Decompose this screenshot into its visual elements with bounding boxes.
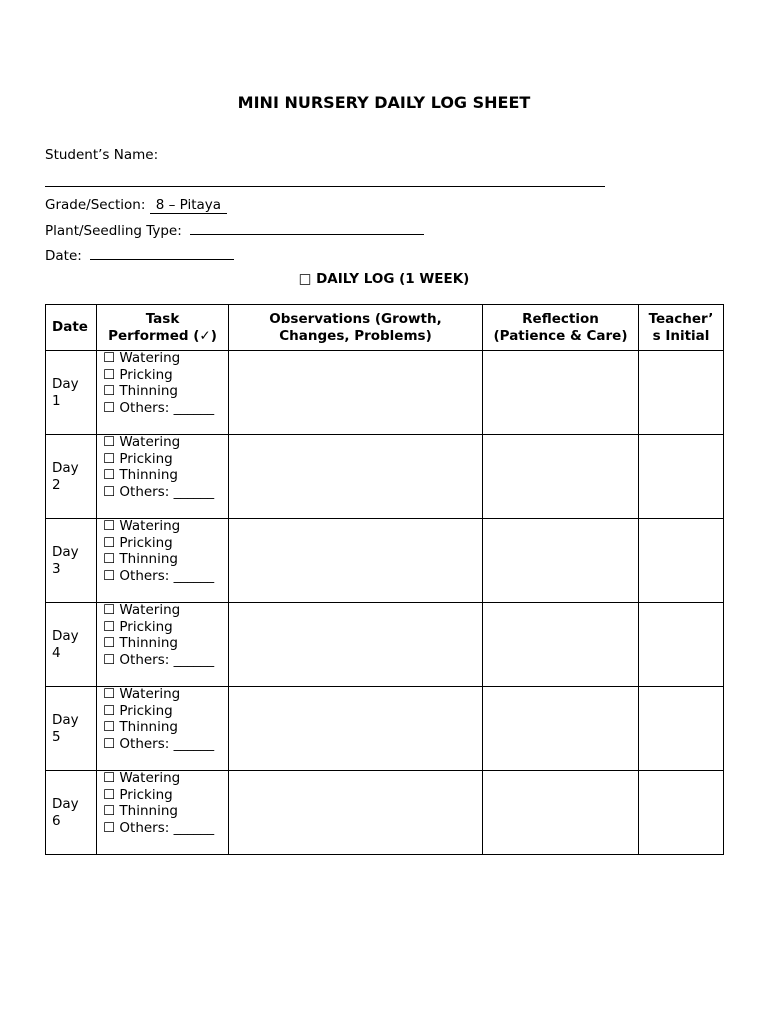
task-cell [97,351,229,435]
date-label: Date: [45,248,82,264]
plant-type-label: Plant/Seedling Type: [45,223,182,239]
task-option-label: Others: ______ [119,567,215,584]
checkbox-icon[interactable]: ☐ [103,350,116,366]
task-cell [97,687,229,771]
checkbox-icon[interactable]: ☐ [103,770,116,786]
date-field [45,245,234,265]
plant-type-blank[interactable] [190,220,424,235]
reflection-cell[interactable] [483,351,639,435]
task-option-label: Watering [119,434,181,450]
checkbox-icon[interactable]: ☐ [103,434,116,450]
teacher-initial-cell[interactable] [639,687,724,771]
table-row [46,687,724,771]
checkbox-icon[interactable]: ☐ [103,366,116,383]
task-option-label: Watering [119,686,181,702]
daily-log-heading: □ DAILY LOG (1 WEEK) [298,271,470,287]
teacher-initial-cell[interactable] [639,771,724,855]
checkbox-icon[interactable]: ☐ [103,483,116,500]
checkbox-icon[interactable]: ☐ [103,551,116,567]
task-checklist [103,770,222,836]
task-cell [97,771,229,855]
checkbox-icon[interactable]: ☐ [103,686,116,702]
day-cell [46,435,97,519]
checkbox-icon[interactable]: ☐ [103,399,116,416]
task-option[interactable] [103,652,222,669]
observations-cell[interactable] [229,687,483,771]
day-cell [46,771,97,855]
task-option-label: Pricking [119,450,173,467]
day-cell [46,603,97,687]
table-header-row [46,305,724,351]
task-checklist [103,434,222,500]
checkbox-icon[interactable]: ☐ [103,383,116,399]
task-cell [97,603,229,687]
checkbox-icon[interactable]: ☐ [103,618,116,635]
task-option[interactable] [103,383,222,400]
task-checklist [103,602,222,668]
reflection-cell[interactable] [483,603,639,687]
task-checklist [103,350,222,416]
task-option[interactable] [103,535,222,552]
task-option[interactable] [103,518,222,535]
task-option[interactable] [103,400,222,417]
task-checklist [103,518,222,584]
checkbox-icon[interactable]: ☐ [103,467,116,483]
task-option[interactable] [103,619,222,636]
day-label: Day 1 [52,376,79,409]
day-cell [46,351,97,435]
task-option-label: Others: ______ [119,735,215,752]
task-cell [97,435,229,519]
task-option-label: Others: ______ [119,651,215,668]
reflection-cell[interactable] [483,519,639,603]
date-blank[interactable] [90,245,234,260]
table-row [46,519,724,603]
teacher-initial-cell[interactable] [639,519,724,603]
checkbox-icon[interactable]: ☐ [103,786,116,803]
checkbox-icon[interactable]: ☐ [103,651,116,668]
table-row [46,435,724,519]
day-label: Day 2 [52,460,79,493]
checkbox-icon[interactable]: ☐ [103,803,116,819]
task-option[interactable] [103,787,222,804]
day-label: Day 4 [52,628,79,661]
task-option[interactable] [103,703,222,720]
plant-type-field [45,220,424,240]
checkbox-icon[interactable]: ☐ [103,534,116,551]
daily-log-table [45,304,724,855]
task-option[interactable] [103,635,222,652]
task-option-label: Others: ______ [119,483,215,500]
day-cell [46,687,97,771]
grade-section-field [45,196,227,214]
checkbox-icon[interactable]: ☐ [103,450,116,467]
day-label: Day 6 [52,796,79,829]
task-checklist [103,686,222,752]
task-option[interactable] [103,770,222,787]
task-option-label: Thinning [119,383,178,399]
task-option-label: Thinning [119,467,178,483]
task-option[interactable] [103,568,222,585]
reflection-cell[interactable] [483,771,639,855]
header-date: Date [46,305,97,351]
day-cell [46,519,97,603]
task-option[interactable] [103,736,222,753]
task-option-label: Watering [119,770,181,786]
header-teacher-initial: Teacher’ s Initial [639,305,724,351]
table-row [46,771,724,855]
student-name-field [45,146,158,164]
table-row [46,351,724,435]
checkbox-icon[interactable]: ☐ [103,819,116,836]
day-label: Day 5 [52,712,79,745]
observations-cell[interactable] [229,435,483,519]
checkbox-icon[interactable]: ☐ [103,719,116,735]
checkbox-icon[interactable]: ☐ [103,735,116,752]
grade-section-value[interactable]: 8 – Pitaya [150,197,227,214]
observations-cell[interactable] [229,519,483,603]
task-option-label: Pricking [119,366,173,383]
task-option-label: Watering [119,518,181,534]
checkbox-icon[interactable]: ☐ [103,635,116,651]
task-option-label: Thinning [119,635,178,651]
task-option[interactable] [103,803,222,820]
header-observations: Observations (Growth, Changes, Problems) [229,305,483,351]
task-option[interactable] [103,686,222,703]
day-label: Day 3 [52,544,79,577]
reflection-cell[interactable] [483,687,639,771]
header-task: Task Performed (✓) [97,305,229,351]
student-name-blank[interactable] [45,186,605,187]
task-option-label: Thinning [119,803,178,819]
task-option-label: Pricking [119,702,173,719]
table-row [46,603,724,687]
observations-cell[interactable] [229,351,483,435]
task-option[interactable] [103,602,222,619]
task-option[interactable] [103,820,222,837]
task-option-label: Pricking [119,618,173,635]
task-option[interactable] [103,467,222,484]
checkbox-icon[interactable]: ☐ [103,702,116,719]
task-cell [97,519,229,603]
teacher-initial-cell[interactable] [639,435,724,519]
task-option[interactable] [103,551,222,568]
task-option-label: Thinning [119,719,178,735]
task-option[interactable] [103,434,222,451]
task-option-label: Others: ______ [119,399,215,416]
reflection-cell[interactable] [483,435,639,519]
checkbox-icon[interactable]: ☐ [103,602,116,618]
observations-cell[interactable] [229,771,483,855]
task-option-label: Pricking [119,786,173,803]
teacher-initial-cell[interactable] [639,351,724,435]
task-option[interactable] [103,484,222,501]
header-reflection: Reflection (Patience & Care) [483,305,639,351]
task-option-label: Watering [119,350,181,366]
observations-cell[interactable] [229,603,483,687]
grade-section-label: Grade/Section: [45,197,146,213]
checkbox-icon[interactable]: ☐ [103,567,116,584]
task-option[interactable] [103,350,222,367]
task-option-label: Watering [119,602,181,618]
task-option[interactable] [103,367,222,384]
checkbox-icon[interactable]: ☐ [103,518,116,534]
task-option[interactable] [103,719,222,736]
student-name-label: Student’s Name: [45,147,159,163]
teacher-initial-cell[interactable] [639,603,724,687]
task-option[interactable] [103,451,222,468]
page-title: MINI NURSERY DAILY LOG SHEET [237,93,531,112]
task-option-label: Pricking [119,534,173,551]
task-option-label: Thinning [119,551,178,567]
task-option-label: Others: ______ [119,819,215,836]
